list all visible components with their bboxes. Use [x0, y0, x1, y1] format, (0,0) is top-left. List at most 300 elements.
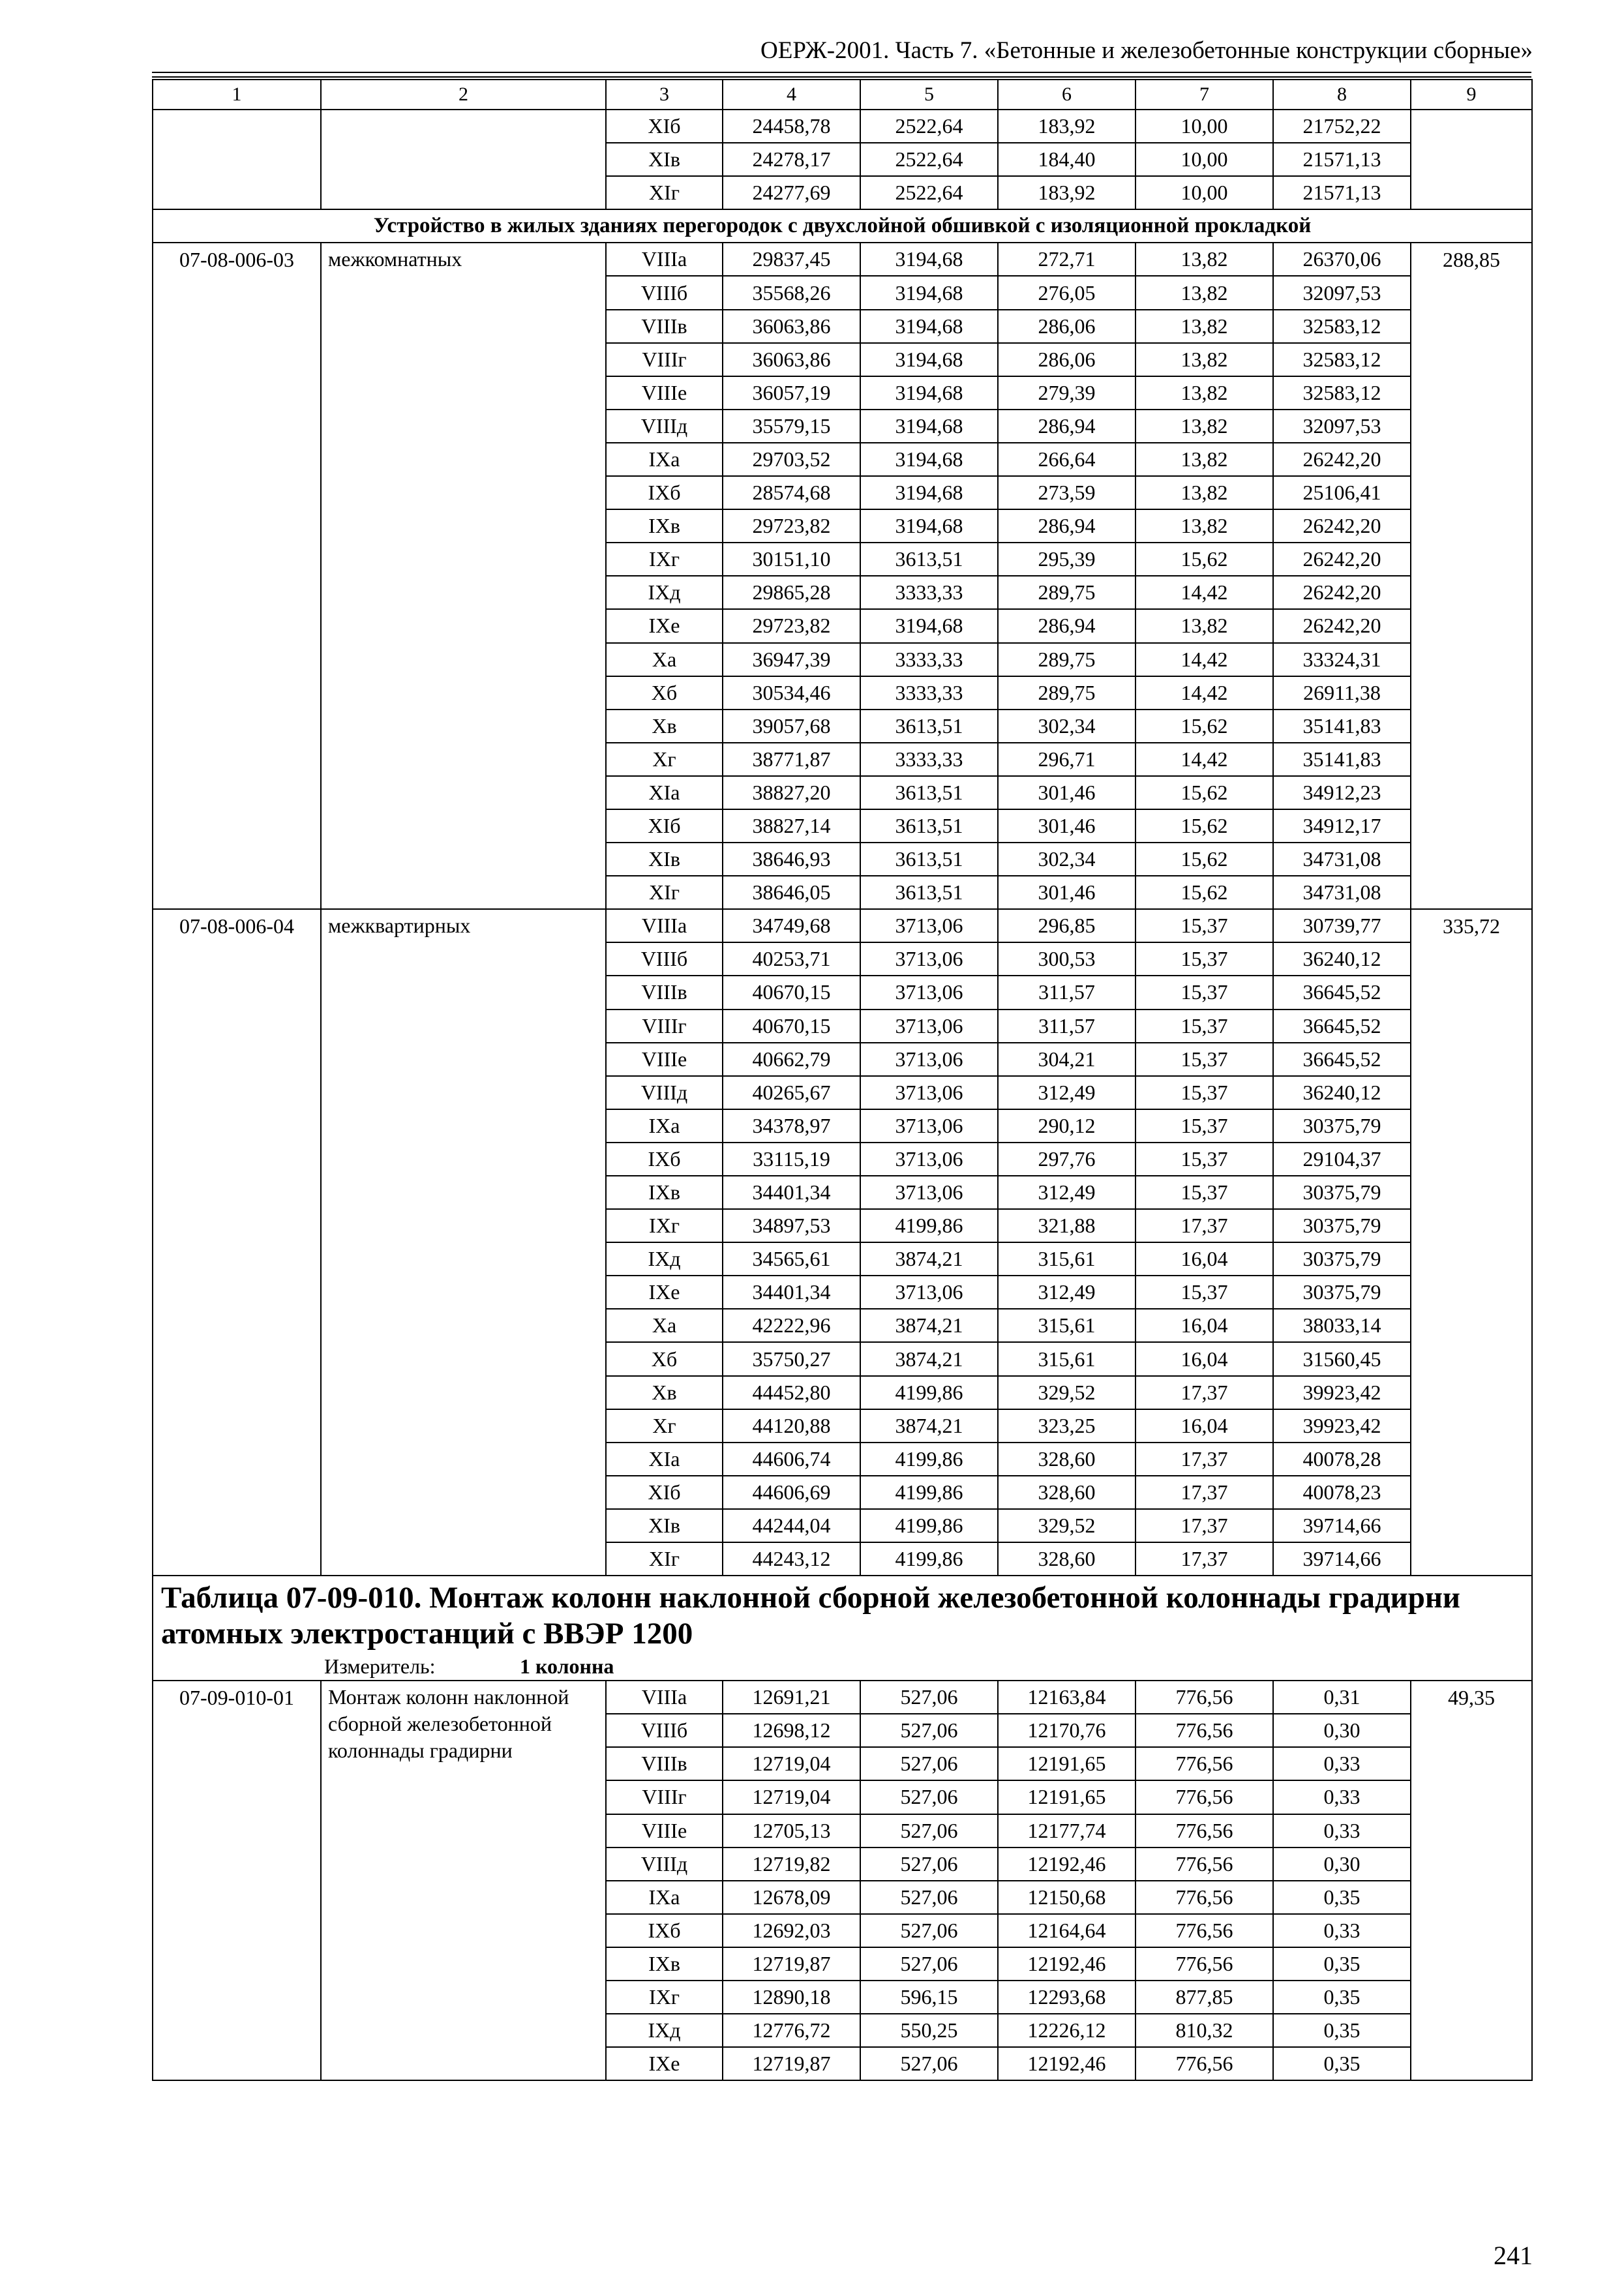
value-cell-col6: 302,34 — [998, 710, 1135, 743]
value-cell-col8: 21571,13 — [1273, 176, 1411, 209]
value-cell-col3: IXв — [606, 1176, 723, 1209]
page-number: 241 — [1494, 2241, 1533, 2270]
value-cell-col6: 296,85 — [998, 909, 1135, 942]
value-cell-col4: 24277,69 — [723, 176, 860, 209]
blank-cell — [153, 110, 321, 209]
value-cell-col3: VIIIб — [606, 276, 723, 309]
value-cell-col5: 527,06 — [860, 1747, 998, 1780]
value-cell-col3: VIIIв — [606, 976, 723, 1009]
value-cell-col6: 266,64 — [998, 443, 1135, 476]
value-cell-col4: 36947,39 — [723, 643, 860, 676]
value-cell-col5: 3713,06 — [860, 1043, 998, 1076]
value-cell-col4: 28574,68 — [723, 476, 860, 509]
value-cell-col3: VIIIг — [606, 1010, 723, 1043]
value-cell-col5: 3613,51 — [860, 809, 998, 843]
value-cell-col4: 12692,03 — [723, 1914, 860, 1947]
value-cell-col3: IXд — [606, 1242, 723, 1276]
value-cell-col4: 30151,10 — [723, 543, 860, 576]
value-cell-col5: 527,06 — [860, 1947, 998, 1981]
value-cell-col4: 34565,61 — [723, 1242, 860, 1276]
value-cell-col6: 286,94 — [998, 509, 1135, 543]
value-cell-col4: 12890,18 — [723, 1981, 860, 2014]
value-cell-col7: 13,82 — [1135, 276, 1273, 309]
value-cell-col3: VIIIг — [606, 343, 723, 376]
value-cell-col4: 29837,45 — [723, 243, 860, 276]
value-cell-col3: IXд — [606, 576, 723, 609]
value-cell-col3: VIIIе — [606, 1814, 723, 1848]
value-cell-col6: 286,06 — [998, 343, 1135, 376]
value-cell-col5: 3874,21 — [860, 1242, 998, 1276]
column-number-cell: 6 — [998, 80, 1135, 110]
value-cell-col6: 302,34 — [998, 843, 1135, 876]
value-cell-col7: 14,42 — [1135, 576, 1273, 609]
value-cell-col4: 40670,15 — [723, 1010, 860, 1043]
value-cell-col7: 15,62 — [1135, 809, 1273, 843]
value-cell-col7: 13,82 — [1135, 609, 1273, 642]
value-cell-col4: 42222,96 — [723, 1309, 860, 1342]
value-cell-col5: 2522,64 — [860, 143, 998, 176]
value-cell-col8: 21571,13 — [1273, 143, 1411, 176]
value-cell-col4: 38771,87 — [723, 743, 860, 776]
value-cell-col6: 301,46 — [998, 876, 1135, 909]
value-cell-col4: 44606,69 — [723, 1476, 860, 1509]
value-cell-col5: 527,06 — [860, 1780, 998, 1814]
value-cell-col3: Xг — [606, 743, 723, 776]
value-cell-col6: 12192,46 — [998, 1947, 1135, 1981]
value-cell-col3: IXа — [606, 443, 723, 476]
value-cell-col7: 16,04 — [1135, 1409, 1273, 1443]
value-cell-col6: 289,75 — [998, 676, 1135, 710]
value-cell-col4: 40662,79 — [723, 1043, 860, 1076]
value-cell-col5: 3194,68 — [860, 410, 998, 443]
table-title: Таблица 07-09-010. Монтаж колонн наклонной сборной железобетонной колоннады градирни атомных электростанций с ВВЭР 1200 — [153, 1576, 1532, 1652]
value-cell-col5: 3874,21 — [860, 1409, 998, 1443]
value-cell-col5: 2522,64 — [860, 110, 998, 143]
value-cell-col6: 286,06 — [998, 310, 1135, 343]
value-cell-col8: 29104,37 — [1273, 1143, 1411, 1176]
value-cell-col8: 21752,22 — [1273, 110, 1411, 143]
value-cell-col3: IXа — [606, 1881, 723, 1914]
value-cell-col5: 3713,06 — [860, 1076, 998, 1109]
value-cell-col3: VIIIв — [606, 310, 723, 343]
value-cell-col3: XIа — [606, 776, 723, 809]
value-cell-col3: Xв — [606, 1376, 723, 1409]
value-cell-col7: 13,82 — [1135, 310, 1273, 343]
value-cell-col6: 300,53 — [998, 942, 1135, 976]
value-cell-col3: XIг — [606, 876, 723, 909]
value-cell-col6: 12177,74 — [998, 1814, 1135, 1848]
value-cell-col3: XIб — [606, 1476, 723, 1509]
value-cell-col7: 13,82 — [1135, 443, 1273, 476]
value-cell-col5: 3194,68 — [860, 376, 998, 410]
value-cell-col3: IXг — [606, 543, 723, 576]
value-cell-col4: 34401,34 — [723, 1276, 860, 1309]
section-heading-row — [153, 209, 1532, 243]
value-cell-col7: 15,37 — [1135, 976, 1273, 1009]
value-cell-col5: 596,15 — [860, 1981, 998, 2014]
value-cell-col5: 3194,68 — [860, 310, 998, 343]
value-cell-col3: Xа — [606, 643, 723, 676]
value-cell-col3: IXе — [606, 2047, 723, 2080]
table-row — [153, 110, 1532, 143]
value-cell-col4: 12719,04 — [723, 1780, 860, 1814]
value-cell-col4: 39057,68 — [723, 710, 860, 743]
value-cell-col7: 776,56 — [1135, 1947, 1273, 1981]
value-cell-col3: VIIIд — [606, 1076, 723, 1109]
table-row — [153, 1681, 1532, 1714]
value-cell-col8: 39714,66 — [1273, 1542, 1411, 1576]
value-cell-col8: 32583,12 — [1273, 376, 1411, 410]
value-cell-col5: 527,06 — [860, 1881, 998, 1914]
value-cell-col5: 3194,68 — [860, 609, 998, 642]
value-cell-col3: VIIIа — [606, 909, 723, 942]
value-cell-col5: 3333,33 — [860, 576, 998, 609]
value-cell-col6: 312,49 — [998, 1176, 1135, 1209]
header-rule-double — [152, 76, 1531, 78]
value-cell-col4: 33115,19 — [723, 1143, 860, 1176]
value-cell-col3: VIIIд — [606, 410, 723, 443]
value-cell-col4: 44243,12 — [723, 1542, 860, 1576]
value-cell-col6: 296,71 — [998, 743, 1135, 776]
value-cell-col7: 15,37 — [1135, 1176, 1273, 1209]
value-cell-col5: 3874,21 — [860, 1309, 998, 1342]
value-cell-col8: 26242,20 — [1273, 576, 1411, 609]
value-cell-col7: 15,37 — [1135, 1043, 1273, 1076]
value-cell-col7: 877,85 — [1135, 1981, 1273, 2014]
value-cell-col3: Xб — [606, 1342, 723, 1375]
value-cell-col7: 15,37 — [1135, 1010, 1273, 1043]
value-cell-col3: XIб — [606, 110, 723, 143]
value-cell-col8: 0,31 — [1273, 1681, 1411, 1714]
value-cell-col7: 13,82 — [1135, 509, 1273, 543]
table-row — [153, 909, 1532, 942]
value-cell-col7: 17,37 — [1135, 1476, 1273, 1509]
value-cell-col8: 32583,12 — [1273, 343, 1411, 376]
resource-code-cell: 07-08-006-03 — [153, 243, 321, 909]
value-cell-col5: 3613,51 — [860, 543, 998, 576]
value-cell-col4: 24278,17 — [723, 143, 860, 176]
column-number-cell: 4 — [723, 80, 860, 110]
value-cell-col7: 15,62 — [1135, 543, 1273, 576]
value-cell-col7: 16,04 — [1135, 1342, 1273, 1375]
value-cell-col7: 776,56 — [1135, 1848, 1273, 1881]
value-cell-col3: XIа — [606, 1443, 723, 1476]
value-cell-col4: 40265,67 — [723, 1076, 860, 1109]
value-cell-col5: 3713,06 — [860, 1010, 998, 1043]
value-cell-col8: 0,30 — [1273, 1848, 1411, 1881]
value-cell-col7: 15,37 — [1135, 942, 1273, 976]
value-cell-col3: VIIIа — [606, 1681, 723, 1714]
value-cell-col8: 0,35 — [1273, 1947, 1411, 1981]
column-number-cell: 5 — [860, 80, 998, 110]
value-cell-col6: 301,46 — [998, 776, 1135, 809]
value-cell-col6: 183,92 — [998, 110, 1135, 143]
value-cell-col6: 311,57 — [998, 976, 1135, 1009]
value-cell-col3: IXб — [606, 1914, 723, 1947]
value-cell-col8: 30375,79 — [1273, 1176, 1411, 1209]
value-cell-col4: 12678,09 — [723, 1881, 860, 1914]
value-cell-col5: 3713,06 — [860, 1143, 998, 1176]
value-cell-col7: 10,00 — [1135, 143, 1273, 176]
value-cell-col3: XIв — [606, 843, 723, 876]
value-cell-col4: 29865,28 — [723, 576, 860, 609]
value-cell-col4: 40253,71 — [723, 942, 860, 976]
value-cell-col7: 14,42 — [1135, 743, 1273, 776]
value-cell-col6: 12191,65 — [998, 1780, 1135, 1814]
value-cell-col5: 527,06 — [860, 2047, 998, 2080]
value-cell-col8: 0,30 — [1273, 1714, 1411, 1747]
value-cell-col5: 3613,51 — [860, 876, 998, 909]
value-cell-col8: 36645,52 — [1273, 1043, 1411, 1076]
value-cell-col7: 776,56 — [1135, 1914, 1273, 1947]
column-number-cell: 2 — [321, 80, 606, 110]
column-number-cell: 3 — [606, 80, 723, 110]
value-cell-col5: 2522,64 — [860, 176, 998, 209]
value-cell-col8: 40078,28 — [1273, 1443, 1411, 1476]
value-cell-col5: 3613,51 — [860, 843, 998, 876]
value-cell-col5: 3613,51 — [860, 710, 998, 743]
value-cell-col7: 15,37 — [1135, 1076, 1273, 1109]
value-cell-col8: 26911,38 — [1273, 676, 1411, 710]
section-heading: Устройство в жилых зданиях перегородок с двухслойной обшивкой с изоляционной прокладкой — [153, 209, 1532, 243]
value-cell-col3: VIIIв — [606, 1747, 723, 1780]
value-cell-col8: 34731,08 — [1273, 876, 1411, 909]
value-cell-col8: 26242,20 — [1273, 443, 1411, 476]
value-cell-col5: 3713,06 — [860, 1276, 998, 1309]
value-cell-col7: 16,04 — [1135, 1309, 1273, 1342]
value-cell-col6: 12192,46 — [998, 2047, 1135, 2080]
value-cell-col8: 32583,12 — [1273, 310, 1411, 343]
value-cell-col4: 44120,88 — [723, 1409, 860, 1443]
value-cell-col6: 289,75 — [998, 643, 1135, 676]
value-cell-col7: 10,00 — [1135, 110, 1273, 143]
value-cell-col4: 38646,05 — [723, 876, 860, 909]
value-cell-col7: 15,62 — [1135, 843, 1273, 876]
value-cell-col5: 3194,68 — [860, 509, 998, 543]
value-cell-col6: 315,61 — [998, 1342, 1135, 1375]
value-cell-col7: 15,62 — [1135, 876, 1273, 909]
value-cell-col8: 0,33 — [1273, 1914, 1411, 1947]
value-cell-col8: 26242,20 — [1273, 609, 1411, 642]
value-cell-col5: 527,06 — [860, 1914, 998, 1947]
value-cell-col3: IXа — [606, 1109, 723, 1143]
value-cell-col8: 34912,23 — [1273, 776, 1411, 809]
value-cell-col5: 3194,68 — [860, 243, 998, 276]
value-cell-col8: 0,35 — [1273, 1881, 1411, 1914]
resource-name-cell: межквартирных — [321, 909, 606, 1576]
value-cell-col6: 328,60 — [998, 1476, 1135, 1509]
value-cell-col5: 3613,51 — [860, 776, 998, 809]
value-cell-col7: 13,82 — [1135, 243, 1273, 276]
value-cell-col8: 31560,45 — [1273, 1342, 1411, 1375]
value-cell-col4: 44606,74 — [723, 1443, 860, 1476]
value-cell-col5: 3194,68 — [860, 476, 998, 509]
value-cell-col6: 321,88 — [998, 1209, 1135, 1242]
value-cell-col5: 527,06 — [860, 1848, 998, 1881]
table-body — [153, 80, 1532, 2080]
value-cell-col7: 13,82 — [1135, 343, 1273, 376]
value-cell-col7: 776,56 — [1135, 1780, 1273, 1814]
value-cell-col3: Xб — [606, 676, 723, 710]
value-cell-col4: 34401,34 — [723, 1176, 860, 1209]
column-number-row — [153, 80, 1532, 110]
measurer-label: Измеритель: — [324, 1654, 436, 1678]
value-cell-col4: 34749,68 — [723, 909, 860, 942]
value-cell-col5: 3194,68 — [860, 343, 998, 376]
value-cell-col3: XIв — [606, 1509, 723, 1542]
value-cell-col4: 35750,27 — [723, 1342, 860, 1375]
value-cell-col6: 12164,64 — [998, 1914, 1135, 1947]
value-cell-col7: 15,37 — [1135, 1276, 1273, 1309]
value-cell-col6: 184,40 — [998, 143, 1135, 176]
value-cell-col8: 38033,14 — [1273, 1309, 1411, 1342]
value-cell-col6: 290,12 — [998, 1109, 1135, 1143]
value-cell-col5: 527,06 — [860, 1714, 998, 1747]
value-cell-col6: 315,61 — [998, 1309, 1135, 1342]
value-cell-col4: 12776,72 — [723, 2014, 860, 2047]
value-cell-col6: 301,46 — [998, 809, 1135, 843]
value-cell-col6: 312,49 — [998, 1276, 1135, 1309]
value-cell-col5: 3194,68 — [860, 443, 998, 476]
value-cell-col7: 17,37 — [1135, 1376, 1273, 1409]
blank-cell — [321, 110, 606, 209]
value-cell-col8: 26370,06 — [1273, 243, 1411, 276]
value-cell-col3: IXе — [606, 609, 723, 642]
value-cell-col7: 17,37 — [1135, 1443, 1273, 1476]
value-cell-col6: 273,59 — [998, 476, 1135, 509]
value-cell-col8: 34731,08 — [1273, 843, 1411, 876]
value-cell-col4: 40670,15 — [723, 976, 860, 1009]
value-cell-col4: 34897,53 — [723, 1209, 860, 1242]
value-cell-col3: IXб — [606, 1143, 723, 1176]
value-cell-col5: 3194,68 — [860, 276, 998, 309]
value-cell-col5: 4199,86 — [860, 1376, 998, 1409]
value-cell-col5: 3333,33 — [860, 643, 998, 676]
value-cell-col8: 39923,42 — [1273, 1376, 1411, 1409]
value-cell-col5: 3713,06 — [860, 942, 998, 976]
value-cell-col7: 776,56 — [1135, 1881, 1273, 1914]
value-cell-col7: 776,56 — [1135, 2047, 1273, 2080]
unit-value-cell: 288,85 — [1411, 243, 1532, 909]
value-cell-col8: 0,35 — [1273, 2014, 1411, 2047]
value-cell-col8: 39714,66 — [1273, 1509, 1411, 1542]
value-cell-col4: 44452,80 — [723, 1376, 860, 1409]
value-cell-col3: IXв — [606, 509, 723, 543]
value-cell-col8: 39923,42 — [1273, 1409, 1411, 1443]
value-cell-col4: 35579,15 — [723, 410, 860, 443]
value-cell-col3: VIIIа — [606, 243, 723, 276]
value-cell-col3: VIIIб — [606, 942, 723, 976]
value-cell-col3: VIIIд — [606, 1848, 723, 1881]
value-cell-col8: 36645,52 — [1273, 1010, 1411, 1043]
value-cell-col3: IXг — [606, 1209, 723, 1242]
value-cell-col6: 329,52 — [998, 1509, 1135, 1542]
value-cell-col7: 13,82 — [1135, 476, 1273, 509]
value-cell-col4: 12719,82 — [723, 1848, 860, 1881]
value-cell-col8: 36240,12 — [1273, 942, 1411, 976]
value-cell-col7: 776,56 — [1135, 1714, 1273, 1747]
value-cell-col3: IXе — [606, 1276, 723, 1309]
value-cell-col4: 12691,21 — [723, 1681, 860, 1714]
value-cell-col4: 36063,86 — [723, 343, 860, 376]
measurer-row — [153, 1652, 1532, 1681]
value-cell-col5: 3713,06 — [860, 1176, 998, 1209]
value-cell-col6: 315,61 — [998, 1242, 1135, 1276]
value-cell-col6: 12192,46 — [998, 1848, 1135, 1881]
value-cell-col8: 36240,12 — [1273, 1076, 1411, 1109]
value-cell-col4: 36063,86 — [723, 310, 860, 343]
value-cell-col3: XIв — [606, 143, 723, 176]
value-cell-col4: 12705,13 — [723, 1814, 860, 1848]
resource-name-cell: Монтаж колонн наклонной сборной железобетонной колоннады градирни — [321, 1681, 606, 2080]
value-cell-col4: 24458,78 — [723, 110, 860, 143]
value-cell-col6: 329,52 — [998, 1376, 1135, 1409]
value-cell-col5: 3333,33 — [860, 743, 998, 776]
value-cell-col4: 12719,87 — [723, 1947, 860, 1981]
value-cell-col8: 32097,53 — [1273, 410, 1411, 443]
value-cell-col4: 12698,12 — [723, 1714, 860, 1747]
value-cell-col4: 12719,04 — [723, 1747, 860, 1780]
value-cell-col5: 3713,06 — [860, 1109, 998, 1143]
value-cell-col4: 35568,26 — [723, 276, 860, 309]
value-cell-col6: 295,39 — [998, 543, 1135, 576]
column-number-cell: 7 — [1135, 80, 1273, 110]
running-header: ОЕРЖ-2001. Часть 7. «Бетонные и железобетонные конструкции сборные» — [760, 37, 1533, 64]
unit-value-cell: 49,35 — [1411, 1681, 1532, 2080]
value-cell-col8: 26242,20 — [1273, 509, 1411, 543]
value-cell-col8: 0,35 — [1273, 2047, 1411, 2080]
value-cell-col7: 776,56 — [1135, 1681, 1273, 1714]
value-cell-col8: 30375,79 — [1273, 1242, 1411, 1276]
measurer-cell — [153, 1652, 1532, 1681]
value-cell-col6: 312,49 — [998, 1076, 1135, 1109]
value-cell-col6: 272,71 — [998, 243, 1135, 276]
value-cell-col8: 40078,23 — [1273, 1476, 1411, 1509]
value-cell-col3: IXг — [606, 1981, 723, 2014]
value-cell-col3: IXв — [606, 1947, 723, 1981]
value-cell-col7: 15,37 — [1135, 1143, 1273, 1176]
value-cell-col8: 36645,52 — [1273, 976, 1411, 1009]
value-cell-col3: Xв — [606, 710, 723, 743]
value-cell-col4: 29723,82 — [723, 609, 860, 642]
value-cell-col8: 25106,41 — [1273, 476, 1411, 509]
value-cell-col6: 276,05 — [998, 276, 1135, 309]
value-cell-col3: VIIIе — [606, 376, 723, 410]
value-cell-col6: 12163,84 — [998, 1681, 1135, 1714]
value-cell-col4: 34378,97 — [723, 1109, 860, 1143]
value-cell-col5: 4199,86 — [860, 1476, 998, 1509]
value-cell-col6: 286,94 — [998, 609, 1135, 642]
value-cell-col8: 35141,83 — [1273, 743, 1411, 776]
value-cell-col8: 30375,79 — [1273, 1276, 1411, 1309]
value-cell-col7: 14,42 — [1135, 643, 1273, 676]
value-cell-col7: 10,00 — [1135, 176, 1273, 209]
table-title-row — [153, 1576, 1532, 1652]
value-cell-col4: 38827,20 — [723, 776, 860, 809]
blank-cell — [1411, 110, 1532, 209]
value-cell-col5: 527,06 — [860, 1681, 998, 1714]
value-cell-col7: 776,56 — [1135, 1814, 1273, 1848]
value-cell-col3: Xа — [606, 1309, 723, 1342]
column-number-cell: 9 — [1411, 80, 1532, 110]
value-cell-col3: VIIIе — [606, 1043, 723, 1076]
resource-code-cell: 07-08-006-04 — [153, 909, 321, 1576]
value-cell-col4: 29703,52 — [723, 443, 860, 476]
value-cell-col7: 14,42 — [1135, 676, 1273, 710]
value-cell-col8: 0,33 — [1273, 1780, 1411, 1814]
value-cell-col5: 4199,86 — [860, 1209, 998, 1242]
unit-value-cell: 335,72 — [1411, 909, 1532, 1576]
